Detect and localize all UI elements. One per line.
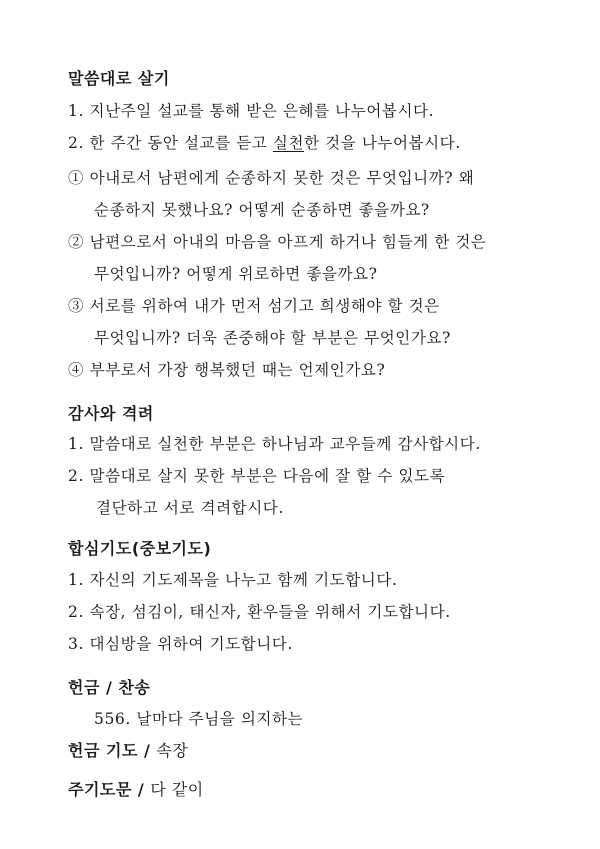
question-2-line-2: 무엇입니까? 어떻게 위로하면 좋을까요? — [94, 265, 378, 283]
list-item-text: 2. 한 주간 동안 설교를 듣고 — [68, 134, 273, 152]
list-item: 1. 지난주일 설교를 통해 받은 은혜를 나누어봅시다. — [68, 102, 435, 120]
offering-label: 헌금 — [68, 678, 100, 697]
question-3-line-1: ③ 서로를 위하여 내가 먼저 섬기고 희생해야 할 것은 — [68, 297, 440, 315]
section-title-offering-hymn — [68, 675, 150, 698]
separator: / — [99, 678, 119, 697]
separator: / — [137, 741, 157, 760]
section-title-living-by-word: 말씀대로 살기 — [68, 69, 170, 88]
question-2-line-1: ② 남편으로서 아내의 마음을 아프게 하거나 힘들게 한 것은 — [68, 233, 487, 251]
underlined-word: 실천 — [272, 134, 305, 152]
hymn-entry: 556. 날마다 주님을 의지하는 — [94, 710, 304, 728]
lords-prayer-participants: 다 같이 — [150, 780, 204, 799]
hymn-label: 찬송 — [118, 678, 151, 697]
section-title-lords-prayer — [68, 777, 204, 800]
question-1-line-2: 순종하지 못했나요? 어떻게 순종하면 좋을까요? — [94, 201, 430, 219]
section-title-thanks-encouragement: 감사와 격려 — [68, 404, 154, 423]
list-item: 2. 말씀대로 살지 못한 부분은 다음에 잘 할 수 있도록 — [68, 467, 446, 485]
list-item: 3. 대심방을 위하여 기도합니다. — [68, 635, 293, 653]
question-1-line-1: ① 아내로서 남편에게 순종하지 못한 것은 무엇입니까? 왜 — [68, 169, 475, 187]
section-title-offering-prayer — [68, 738, 188, 761]
list-item: 1. 말씀대로 실천한 부분은 하나님과 교우들께 감사합시다. — [68, 435, 481, 453]
list-item-continuation: 결단하고 서로 격려합시다. — [96, 499, 284, 517]
separator: / — [131, 780, 151, 799]
offering-prayer-label: 헌금 기도 — [68, 741, 138, 760]
question-4-line-1: ④ 부부로서 가장 행복했던 때는 언제인가요? — [68, 361, 386, 379]
question-3-line-2: 무엇입니까? 더욱 존중해야 할 부분은 무엇인가요? — [94, 329, 451, 347]
list-item: 2. 속장, 섬김이, 태신자, 환우들을 위해서 기도합니다. — [68, 603, 451, 621]
offering-prayer-leader: 속장 — [156, 741, 189, 760]
list-item: 1. 자신의 기도제목을 나누고 함께 기도합니다. — [68, 571, 398, 589]
section-title-joint-prayer: 합심기도(중보기도) — [68, 539, 212, 558]
lords-prayer-label: 주기도문 — [68, 780, 132, 799]
list-item-text: 한 것을 나누어봅시다. — [304, 134, 461, 152]
list-item — [68, 131, 461, 153]
